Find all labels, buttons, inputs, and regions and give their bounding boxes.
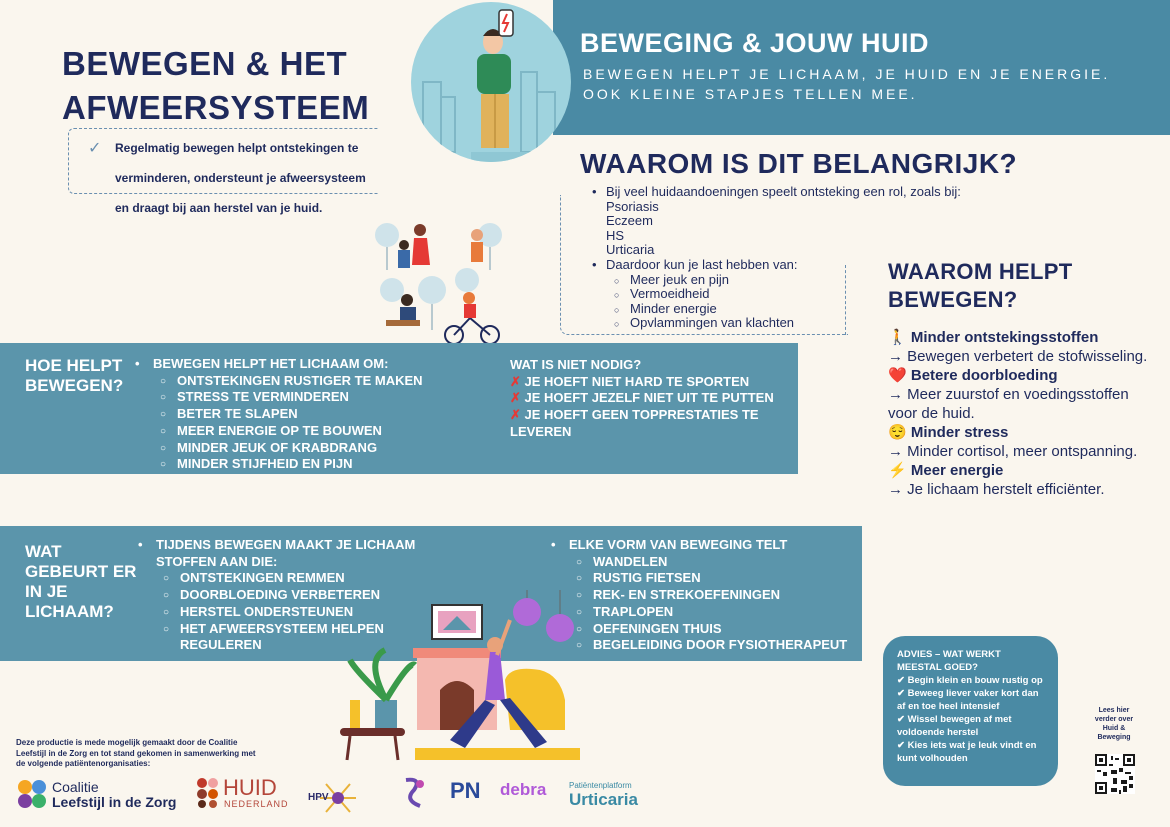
relieved-face-icon: 😌 — [888, 424, 907, 441]
urticaria-logo-line2: Urticaria — [569, 790, 638, 809]
body-heading-line: WAT — [25, 542, 62, 561]
why-helps-body: → Bewegen verbetert de stofwisseling. — [888, 348, 1148, 365]
list-item — [888, 461, 1148, 480]
list-item: Urticaria — [606, 242, 655, 258]
body-heading-line: GEBEURT ER — [25, 562, 137, 581]
urticaria-logo — [569, 781, 649, 813]
list-item: ○ ONTSTEKINGEN REMMEN — [138, 570, 458, 587]
advice-item-text: Begin klein en bouw rustig op — [907, 675, 1043, 686]
check-icon: ✔ — [897, 688, 905, 699]
advice-item — [897, 674, 1044, 687]
why-helps-body: → Minder cortisol, meer ontspanning. — [888, 443, 1138, 460]
urticaria-logo-line1: Patiëntenplatform — [569, 781, 632, 790]
walking-icon: 🚶 — [888, 329, 907, 346]
list-item: ○ OEFENINGEN THUIS — [551, 621, 861, 638]
list-item: Eczeem — [606, 213, 653, 229]
list-item: Psoriasis — [606, 198, 659, 214]
list-item: ○ HET AFWEERSYSTEEM HELPEN — [138, 621, 458, 638]
list-item: ○ HERSTEL ONDERSTEUNEN — [138, 604, 458, 621]
hpv-logo-text: HPV — [308, 792, 329, 803]
list-item: ○ Opvlammingen van klachten — [590, 316, 1010, 331]
not-needed-item-text: JE HOEFT NIET HARD TE SPORTEN — [524, 373, 750, 389]
read-more-label: Lees hier verder over Huid & Beweging — [1094, 707, 1134, 741]
why-helps-body: → Meer zuurstof en voedingsstoffen voor de huid. — [888, 386, 1129, 422]
list-item-cont: REGULEREN — [180, 637, 262, 653]
why-helps-body: → Je lichaam herstelt efficiënter. — [888, 481, 1105, 498]
list-item: • Bij veel huidaandoeningen speelt ontsteking een rol, zoals bij: — [590, 185, 1010, 200]
how-helps-heading-line1: HOE HELPT — [25, 356, 123, 375]
huid-logo-line1: HUID — [223, 775, 277, 800]
cross-icon: ✗ — [510, 390, 521, 406]
check-icon: ✔ — [897, 740, 905, 751]
list-item: ○ RUSTIG FIETSEN — [551, 570, 861, 587]
cross-icon: ✗ — [510, 407, 521, 423]
huid-nederland-logo — [196, 775, 292, 811]
qr-code[interactable] — [1095, 754, 1135, 794]
list-item: ○ Minder energie — [590, 302, 1010, 317]
how-helps-heading — [25, 356, 123, 396]
advice-item-text: Kies iets wat je leuk vindt en kunt volhouden — [897, 740, 1037, 764]
pn-logo-text: PN — [450, 778, 481, 803]
debra-logo — [500, 780, 548, 810]
coalitie-logo — [16, 778, 181, 812]
not-needed-item — [510, 407, 795, 440]
banner-subtitle: BEWEGEN HELPT JE LICHAAM, JE HUID EN JE ENERGIE. OOK KLEINE STAPJES TELLEN MEE. — [583, 66, 1111, 102]
check-icon: ✔ — [897, 675, 905, 686]
how-helps-list — [135, 356, 475, 473]
coalitie-logo-line1: Coalitie — [52, 779, 99, 795]
not-needed-item — [510, 374, 795, 391]
why-helps-title-line2: BEWEGEN? — [888, 287, 1018, 312]
list-item: ○ MEER ENERGIE OP TE BOUWEN — [135, 423, 475, 440]
forms-list — [551, 537, 861, 654]
list-item: ○ REK- EN STREKOEFENINGEN — [551, 587, 861, 604]
list-lead: • ELKE VORM VAN BEWEGING TELT — [551, 537, 861, 554]
not-needed-block — [510, 357, 795, 441]
home-yoga-illustration — [335, 590, 585, 770]
why-helps-head: Minder ontstekingsstoffen — [910, 329, 1099, 346]
not-needed-item-text: JE HOEFT GEEN TOPPRESTATIES TE LEVEREN — [510, 407, 759, 439]
advice-item-text: Beweeg liever vaker kort dan af en toe heel intensief — [897, 688, 1039, 712]
not-needed-item — [510, 390, 795, 407]
check-icon: ✓ — [88, 140, 102, 157]
list-item: HS — [606, 227, 625, 243]
lightning-icon: ⚡ — [888, 462, 907, 479]
heart-icon: ❤️ — [888, 367, 907, 384]
why-helps-list — [888, 328, 1148, 499]
list-item: ○ STRESS TE VERMINDEREN — [135, 389, 475, 406]
huid-logo-line2: NEDERLAND — [224, 799, 289, 809]
cross-icon: ✗ — [510, 373, 521, 389]
list-item: ○ ONTSTEKINGEN RUSTIGER TE MAKEN — [135, 373, 475, 390]
list-item — [888, 366, 1148, 385]
list-item: ○ DOORBLOEDING VERBETEREN — [138, 587, 458, 604]
list-item: ○ BEGELEIDING DOOR FYSIOTHERAPEUT — [551, 637, 861, 654]
credit-text: Deze productie is mede mogelijk gemaakt door de Coalitie Leefstijl in de Zorg en tot stand gekomen in samenwerking met de volgende patiëntenorganisaties: — [16, 738, 256, 768]
page-title-line1: BEWEGEN & HET — [62, 45, 348, 82]
not-needed-title: WAT IS NIET NODIG? — [510, 357, 642, 372]
not-needed-item-text: JE HOEFT JEZELF NIET UIT TE PUTTEN — [524, 390, 774, 406]
advice-item — [897, 739, 1044, 765]
body-heading — [25, 542, 136, 622]
why-helps-head: Minder stress — [910, 424, 1009, 441]
check-icon: ✔ — [897, 714, 905, 725]
hpv-logo — [308, 780, 380, 816]
list-lead: • BEWEGEN HELPT HET LICHAAM OM: — [135, 356, 475, 373]
advice-item — [897, 713, 1044, 739]
why-helps-title-line1: WAAROM HELPT — [888, 259, 1073, 284]
page-title-line2: AFWEERSYSTEEM — [62, 89, 370, 126]
list-item: ○ MINDER STIJFHEID EN PIJN — [135, 456, 475, 473]
list-lead-cont: STOFFEN AAN DIE: — [156, 553, 278, 569]
list-item: ○ Vermoeidheid — [590, 287, 1010, 302]
body-heading-line: IN JE — [25, 582, 68, 601]
debra-logo-text: debra — [500, 780, 547, 799]
why-helps-head: Meer energie — [910, 462, 1004, 479]
list-item: ○ TRAPLOPEN — [551, 604, 861, 621]
list-item: ○ MINDER JEUK OF KRABDRANG — [135, 440, 475, 457]
people-exercising-illustration — [372, 210, 507, 345]
advice-item-text: Wissel bewegen af met voldoende herstel — [897, 714, 1012, 738]
banner-title: BEWEGING & JOUW HUID — [580, 28, 930, 58]
advice-item — [897, 687, 1044, 713]
coalitie-logo-line2: Leefstijl in de Zorg — [52, 794, 177, 810]
advice-title: ADVIES – WAT WERKT MEESTAL GOED? — [897, 649, 1001, 673]
intro-text: Regelmatig bewegen helpt ontstekingen te verminderen, ondersteunt je afweersysteem en draagt bij aan herstel van je huid. — [115, 141, 366, 215]
why-important-title: WAAROM IS DIT BELANGRIJK? — [580, 148, 1018, 179]
low-battery-person-illustration — [411, 2, 571, 162]
medical-organisation-logo — [400, 776, 428, 810]
list-item: ○ WANDELEN — [551, 554, 861, 571]
why-helps-head: Betere doorbloeding — [910, 367, 1058, 384]
list-lead: • TIJDENS BEWEGEN MAAKT JE LICHAAM — [138, 537, 458, 554]
list-item: ○ BETER TE SLAPEN — [135, 406, 475, 423]
pn-logo — [450, 778, 484, 810]
advice-box — [883, 636, 1058, 786]
why-helps-title — [888, 258, 1072, 314]
list-item — [888, 328, 1148, 347]
how-helps-heading-line2: BEWEGEN? — [25, 376, 124, 395]
list-item: ○ Meer jeuk en pijn — [590, 273, 1010, 288]
body-heading-line: LICHAAM? — [25, 602, 114, 621]
list-item: • Daardoor kun je last hebben van: — [590, 258, 1010, 273]
list-item — [888, 423, 1148, 442]
page-title — [62, 42, 369, 130]
